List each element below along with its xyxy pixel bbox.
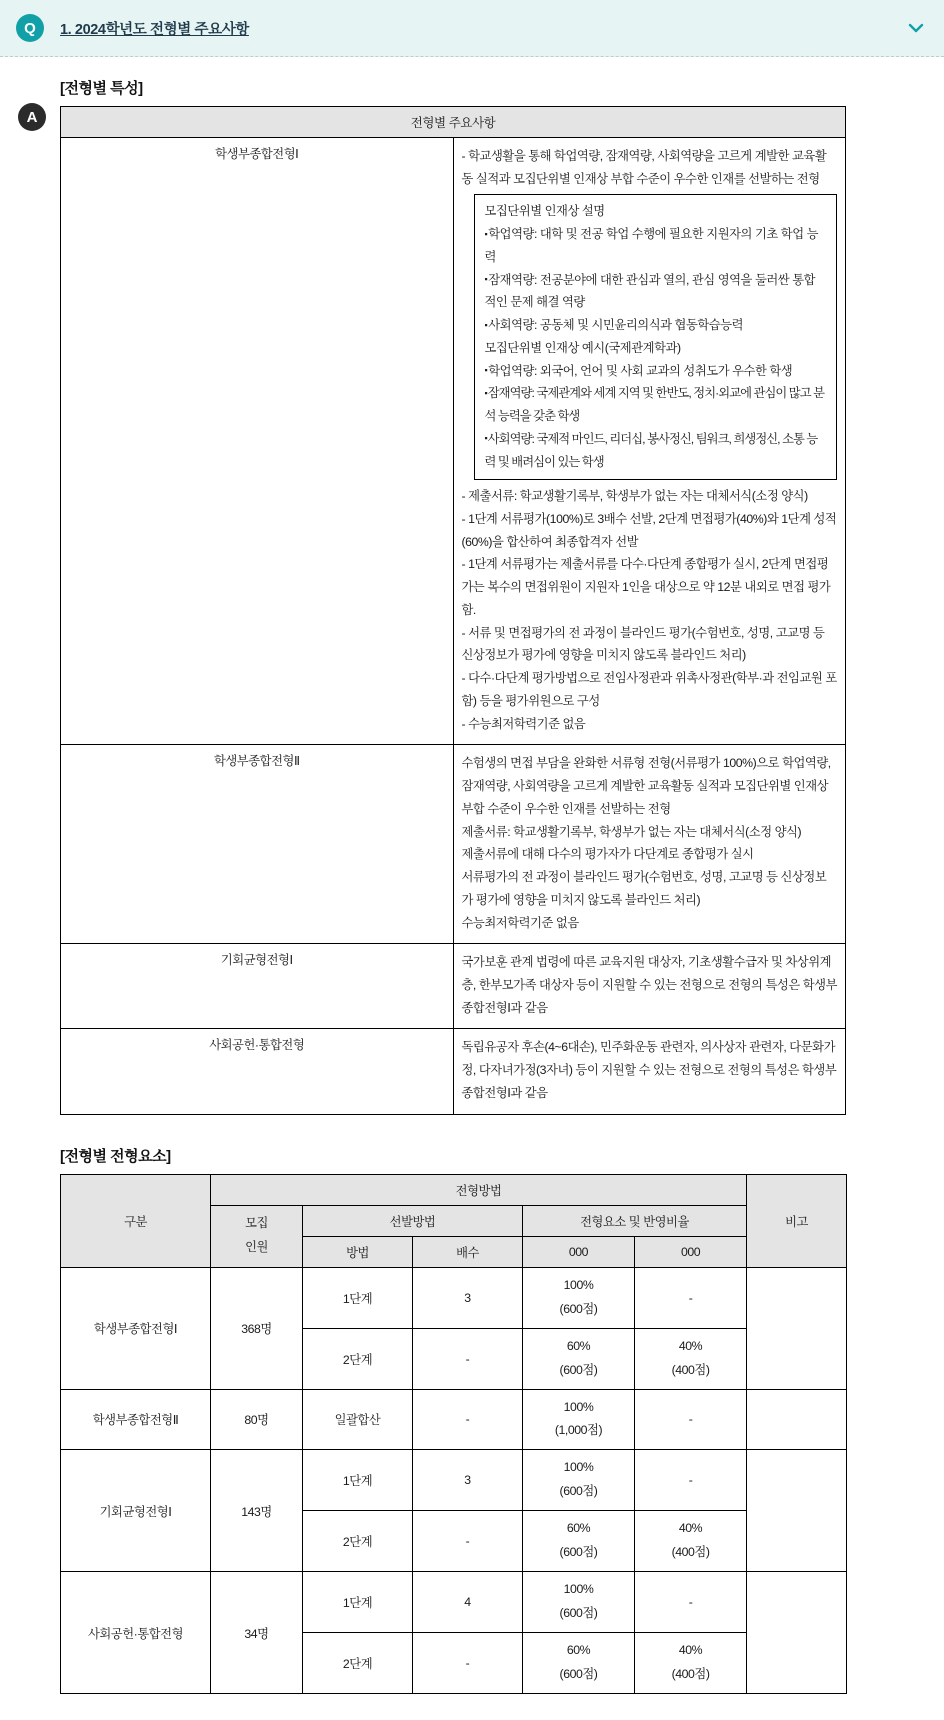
cell-mojip: 80명: [211, 1389, 303, 1450]
elem2-pct: 40%: [678, 1643, 703, 1658]
elem1-pts: (600점): [559, 1484, 598, 1499]
cell-bangbeob: 2단계: [303, 1328, 413, 1389]
cell-bangbeob: 일괄합산: [303, 1389, 413, 1450]
cell-element-2: -: [635, 1450, 747, 1511]
admission-characteristics-table: [60, 106, 846, 1115]
cell-baesu: 4: [413, 1572, 523, 1633]
box-heading-1: 모집단위별 인재상 설명: [484, 204, 605, 219]
table1-header-cell: 전형별 주요사항: [61, 107, 846, 138]
cell-bigo: [747, 1267, 847, 1389]
elem2-pts: (400점): [671, 1362, 710, 1377]
header-bigo: 비고: [747, 1174, 847, 1267]
cell-gubun: 기회균형전형Ⅰ: [61, 1450, 211, 1572]
table-head-row: [61, 1174, 847, 1205]
cell-element-2: [635, 1633, 747, 1694]
line-item: 수능최저학력기준 없음: [461, 915, 579, 930]
elem2-pts: (400점): [671, 1667, 710, 1682]
header-bangbeob: 방법: [303, 1236, 413, 1267]
elem2-pts: (400점): [671, 1545, 710, 1560]
table-head-row: [61, 107, 846, 138]
cell-element-2: [635, 1511, 747, 1572]
elem1-pct: 100%: [563, 1582, 594, 1597]
section2-title: [전형별 전형요소]: [60, 1147, 171, 1165]
section2-table-wrap: [60, 1174, 846, 1695]
elem1-pct: 100%: [563, 1277, 594, 1292]
cell-baesu: -: [413, 1511, 523, 1572]
table-row: [61, 1267, 847, 1328]
table-row: [61, 138, 846, 745]
box-bullet: ▪ 학업역량: 대학 및 전공 학업 수행에 필요한 지원자의 기초 학업 능력: [485, 223, 827, 268]
line-item: - 다수·다단계 평가방법으로 전임사정관과 위촉사정관(학부·과 전임교원 포함) 등을 평가위원으로 구성: [461, 671, 837, 708]
section1-table-wrap: [60, 106, 846, 1115]
cell-element-1: [523, 1572, 635, 1633]
cell-element-1: [523, 1633, 635, 1694]
header-method-group: 전형방법: [211, 1174, 747, 1205]
elem1-pts: (600점): [559, 1362, 598, 1377]
chevron-down-icon[interactable]: [906, 18, 926, 38]
cell-bangbeob: 2단계: [303, 1633, 413, 1694]
cell-gubun: 학생부종합전형Ⅰ: [61, 1267, 211, 1389]
cell-element-1: [523, 1389, 635, 1450]
cell-baesu: 3: [413, 1450, 523, 1511]
header-baesu: 배수: [413, 1236, 523, 1267]
cell-bangbeob: 2단계: [303, 1511, 413, 1572]
elem1-pts: (1,000점): [554, 1423, 603, 1438]
header-gubun: 구분: [61, 1174, 211, 1267]
cell-element-1: [523, 1511, 635, 1572]
cell-element-2: -: [635, 1572, 747, 1633]
line-item: - 1단계 서류평가(100%)로 3배수 선발, 2단계 면접평가(40%)와 1단계 성적(60%)을 합산하여 최종합격자 선발: [461, 512, 837, 549]
table-row: [61, 1389, 847, 1450]
cell-gubun: 사회공헌·통합전형: [61, 1572, 211, 1694]
cell-bigo: [747, 1450, 847, 1572]
header-element-2: 000: [635, 1236, 747, 1267]
elem1-pct: 60%: [566, 1521, 591, 1536]
cell-mojip: 368명: [211, 1267, 303, 1389]
talent-profile-box: [474, 194, 838, 480]
elem1-pct: 60%: [566, 1338, 591, 1353]
elem1-pct: 100%: [563, 1460, 594, 1475]
line-item: - 제출서류: 학교생활기록부, 학생부가 없는 자는 대체서식(소정 양식): [461, 489, 808, 504]
cell-bangbeob: 1단계: [303, 1450, 413, 1511]
header-selection-group: 선발방법: [303, 1205, 523, 1236]
table-row: [61, 745, 846, 944]
cell-mojip: 34명: [211, 1572, 303, 1694]
elem1-pct: 100%: [563, 1399, 594, 1414]
cell-baesu: 3: [413, 1267, 523, 1328]
cell-bigo: [747, 1389, 847, 1450]
header-inwon: 인원: [245, 1240, 268, 1255]
answer-badge-holder: [18, 103, 46, 131]
header-element-1: 000: [523, 1236, 635, 1267]
cell-baesu: -: [413, 1328, 523, 1389]
table-row: [61, 944, 846, 1029]
cell-mojip: 143명: [211, 1450, 303, 1572]
section1-title: [전형별 특성]: [60, 80, 143, 97]
cell-bangbeob: 1단계: [303, 1267, 413, 1328]
line-item: - 1단계 서류평가는 제출서류를 다수·다단계 종합평가 실시, 2단계 면접평가는 복수의 면접위원이 지원자 1인을 대상으로 약 12분 내외로 면접 평가함.: [461, 557, 831, 617]
line-item: 서류평가의 전 과정이 블라인드 평가(수험번호, 성명, 고교명 등 신상정보가 평가에 영향을 미치지 않도록 블라인드 처리): [461, 870, 827, 907]
cell-element-1: [523, 1267, 635, 1328]
row-label-type2: 학생부종합전형Ⅱ: [61, 745, 454, 944]
row-content-type1: [453, 138, 846, 745]
box-bullet: ▪ 사회역량: 국제적 마인드, 리더십, 봉사정신, 팀워크, 희생정신, 소통 능력 및 배려심이 있는 학생: [485, 428, 827, 473]
faq-question-title[interactable]: 1. 2024학년도 전형별 주요사항: [60, 21, 249, 38]
admission-elements-table: [60, 1174, 847, 1695]
header-mojip: 모집: [245, 1216, 268, 1231]
line-item: 제출서류에 대해 다수의 평가자가 다단계로 종합평가 실시: [461, 847, 754, 862]
line-item: - 서류 및 면접평가의 전 과정이 블라인드 평가(수험번호, 성명, 고교명 등 신상정보가 평가에 영향을 미치지 않도록 블라인드 처리): [461, 625, 825, 663]
header-element-group: 전형요소 및 반영비율: [523, 1205, 747, 1236]
box-heading-2: 모집단위별 인재상 예시(국제관계학과): [484, 340, 681, 355]
cell-element-2: -: [635, 1267, 747, 1328]
box-bullet: ▪ 잠재역량: 전공분야에 대한 관심과 열의, 관심 영역을 둘러싼 통합적인 문제 해결 역량: [485, 269, 827, 314]
line-intro: - 학교생활을 통해 학업역량, 잠재역량, 사회역량을 고르게 계발한 교육활동 실적과 모집단위별 인재상 부합 수준이 우수한 인재를 선발하는 전형: [461, 149, 827, 186]
line-item: 제출서류: 학교생활기록부, 학생부가 없는 자는 대체서식(소정 양식): [461, 824, 802, 839]
elem1-pct: 60%: [566, 1643, 591, 1658]
elem1-pts: (600점): [559, 1606, 598, 1621]
question-badge-icon: Q: [16, 14, 44, 42]
table-row: [61, 1450, 847, 1511]
elem2-pct: 40%: [678, 1338, 703, 1353]
cell-baesu: -: [413, 1633, 523, 1694]
row-content-social-contribution: [453, 1029, 846, 1114]
elem1-pts: (600점): [559, 1301, 598, 1316]
table-row: [61, 1572, 847, 1633]
row-label-social-contribution: 사회공헌·통합전형: [61, 1029, 454, 1114]
row-label-equal-opportunity: 기회균형전형Ⅰ: [61, 944, 454, 1029]
box-bullet: ▪ 학업역량: 외국어, 언어 및 사회 교과의 성취도가 우수한 학생: [485, 360, 827, 383]
cell-bigo: [747, 1572, 847, 1694]
box-bullet: ▪ 사회역량: 공동체 및 시민윤리의식과 협동학습능력: [485, 314, 827, 337]
cell-element-2: [635, 1328, 747, 1389]
faq-question-header[interactable]: [0, 0, 944, 57]
line-item: 국가보훈 관계 법령에 따른 교육지원 대상자, 기초생활수급자 및 차상위계층, 한부모가족 대상자 등이 지원할 수 있는 전형으로 전형의 특성은 학생부종합전형Ⅰ과 같음: [461, 955, 837, 1015]
elem1-pts: (600점): [559, 1545, 598, 1560]
header-mojip-inwon: [211, 1205, 303, 1267]
line-item: 수험생의 면접 부담을 완화한 서류형 전형(서류평가 100%)으로 학업역량, 잠재역량, 사회역량을 고르게 계발한 교육활동 실적과 모집단위별 인재상 부합 수준이 우수한 인재를 선발하는 전형: [461, 756, 831, 816]
row-label-type1: 학생부종합전형Ⅰ: [61, 138, 454, 745]
cell-baesu: -: [413, 1389, 523, 1450]
cell-element-1: [523, 1450, 635, 1511]
elem1-pts: (600점): [559, 1667, 598, 1682]
cell-bangbeob: 1단계: [303, 1572, 413, 1633]
line-item: 독립유공자 후손(4~6대손), 민주화운동 관련자, 의사상자 관련자, 다문화가정, 다자녀가정(3자녀) 등이 지원할 수 있는 전형으로 전형의 특성은 학생부종합전형Ⅰ과 같음: [461, 1040, 837, 1100]
cell-element-1: [523, 1328, 635, 1389]
faq-answer-body: [0, 57, 944, 1720]
row-content-equal-opportunity: [453, 944, 846, 1029]
cell-gubun: 학생부종합전형Ⅱ: [61, 1389, 211, 1450]
cell-element-2: -: [635, 1389, 747, 1450]
elem2-pct: 40%: [678, 1521, 703, 1536]
row-content-type2: [453, 745, 846, 944]
answer-badge-icon: A: [18, 103, 46, 131]
box-bullet: ▪ 잠재역량: 국제관계와 세계 지역 및 한반도, 정치·외교에 관심이 많고 분석 능력을 갖춘 학생: [485, 382, 827, 427]
line-item: - 수능최저학력기준 없음: [461, 716, 586, 731]
table-row: [61, 1029, 846, 1114]
